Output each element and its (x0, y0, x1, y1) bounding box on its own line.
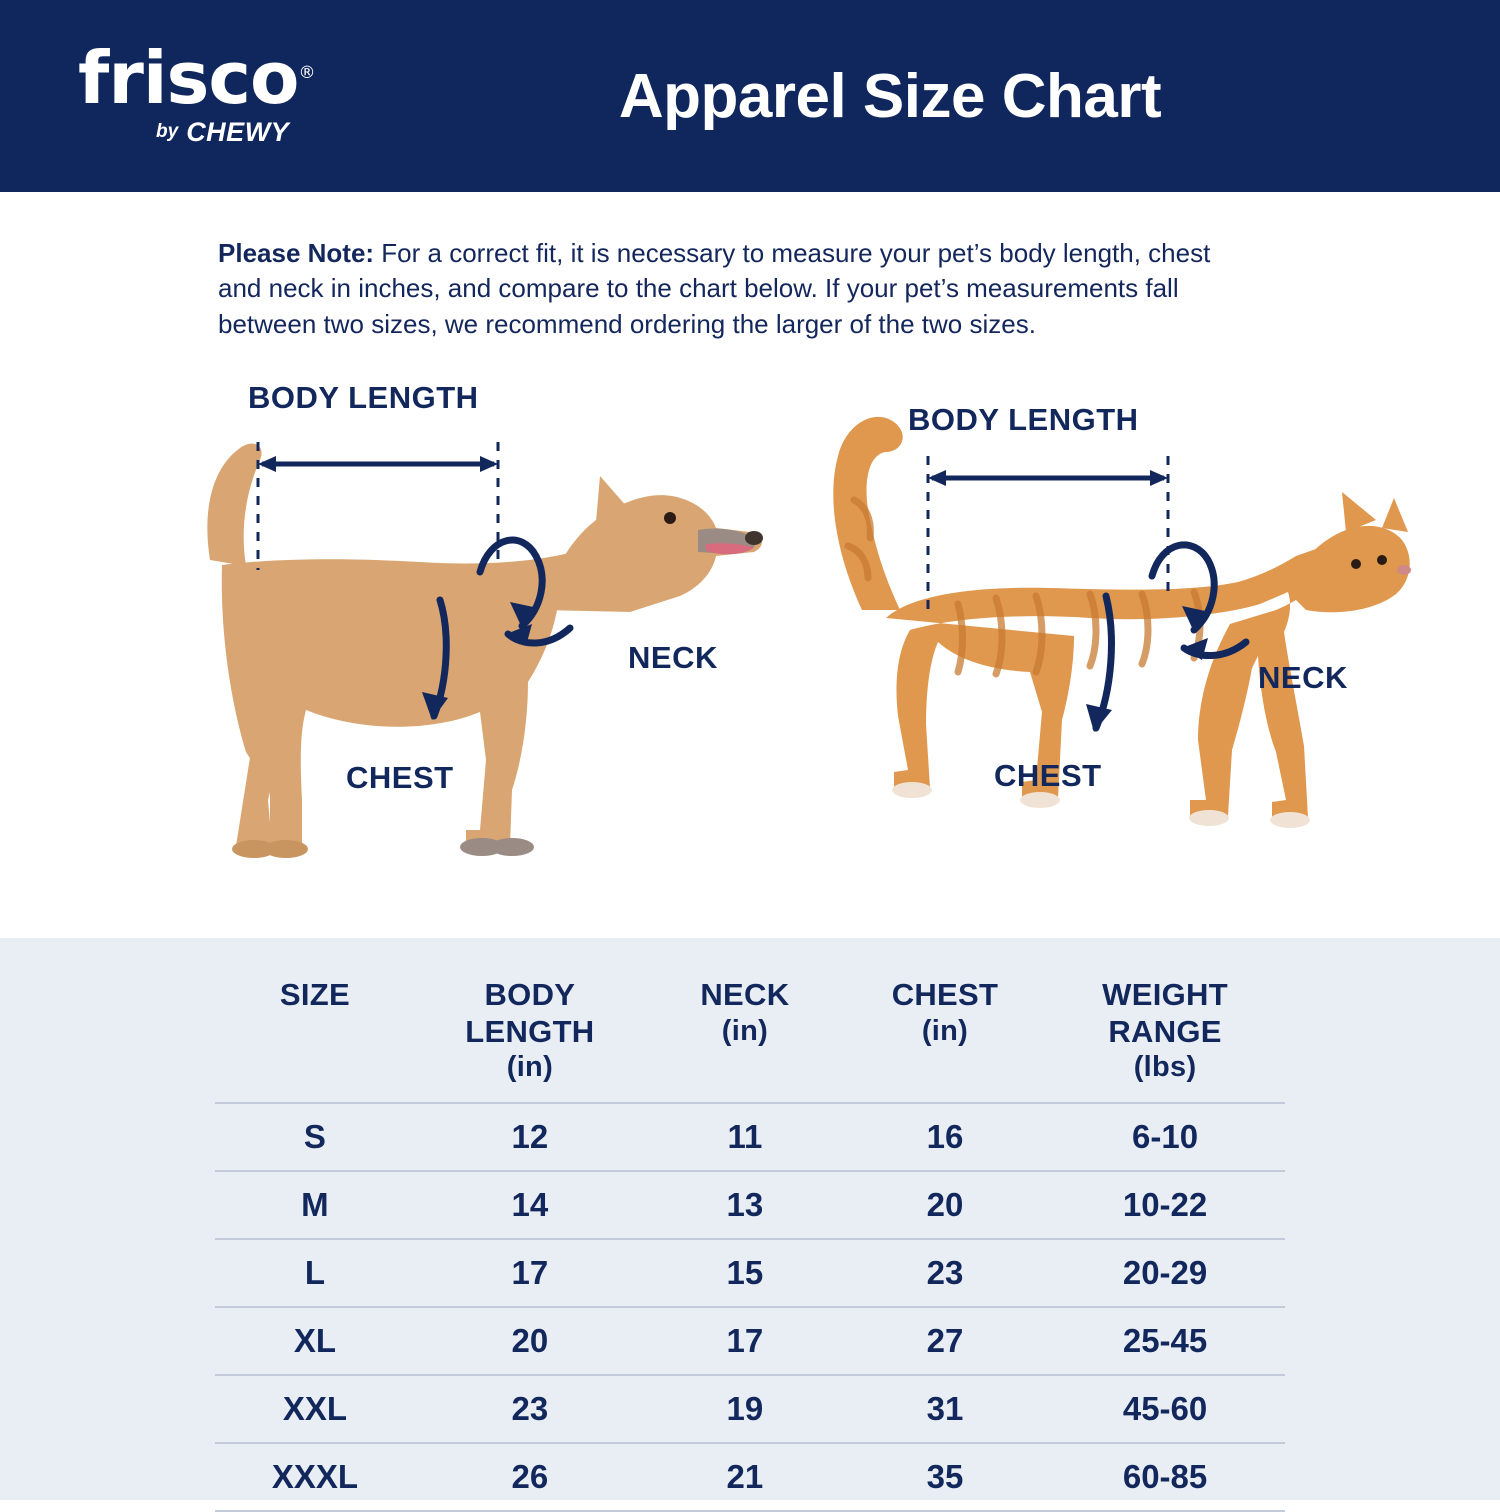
cell-size: XL (215, 1307, 415, 1375)
please-note-text (218, 236, 1248, 342)
cat-neck-label: NECK (1258, 660, 1348, 696)
table-row (215, 1443, 1285, 1511)
dog-neck-label: NECK (628, 640, 718, 676)
column-header-body-length-text: BODY LENGTH (465, 977, 595, 1049)
cell-chest: 20 (845, 1171, 1045, 1239)
cell-weight: 60-85 (1045, 1443, 1285, 1511)
cell-chest: 23 (845, 1239, 1045, 1307)
column-header-body-length (415, 976, 645, 1103)
cell-neck: 19 (645, 1375, 845, 1443)
size-chart-section (0, 938, 1500, 1500)
logo-subline (78, 117, 289, 148)
table-row (215, 1375, 1285, 1443)
column-header-size-text: SIZE (279, 977, 350, 1012)
logo-wordmark (78, 36, 315, 121)
cell-size: XXXL (215, 1443, 415, 1511)
logo-by-label: by (156, 121, 179, 143)
cell-weight: 20-29 (1045, 1239, 1285, 1307)
cell-body-length: 26 (415, 1443, 645, 1511)
cell-size: L (215, 1239, 415, 1307)
column-header-neck-unit: (in) (721, 1014, 769, 1047)
please-note-body: For a correct fit, it is necessary to measure your pet’s body length, chest and neck in inches, and compare to the chart below. If your pet’s measurements fall between two sizes, we recommend ordering the larger of the two sizes. (218, 238, 1211, 339)
cell-body-length: 14 (415, 1171, 645, 1239)
cell-chest: 35 (845, 1443, 1045, 1511)
cell-neck: 13 (645, 1171, 845, 1239)
page-title: Apparel Size Chart (618, 61, 1162, 131)
column-header-weight-range (1045, 976, 1285, 1103)
cat-illustration (790, 360, 1430, 905)
column-header-neck (645, 976, 845, 1103)
measurement-illustrations (0, 360, 1500, 905)
cell-size: XXL (215, 1375, 415, 1443)
table-row (215, 1307, 1285, 1375)
table-row (215, 1103, 1285, 1171)
table-header-row (215, 976, 1285, 1103)
table-head (215, 976, 1285, 1103)
cell-weight: 25-45 (1045, 1307, 1285, 1375)
table-row (215, 1171, 1285, 1239)
cell-chest: 16 (845, 1103, 1045, 1171)
table-body (215, 1103, 1285, 1511)
cell-chest: 27 (845, 1307, 1045, 1375)
logo-wordmark-text: frisco (78, 36, 299, 121)
dog-figure (150, 360, 770, 905)
cell-weight: 45-60 (1045, 1375, 1285, 1443)
column-header-chest-text: CHEST (891, 977, 999, 1012)
registered-trademark-icon: ® (298, 63, 315, 84)
column-header-body-length-unit: (in) (506, 1051, 554, 1084)
dog-illustration (150, 360, 770, 905)
cell-chest: 31 (845, 1375, 1045, 1443)
cell-weight: 6-10 (1045, 1103, 1285, 1171)
logo-chewy-label: CHEWY (186, 116, 290, 147)
column-header-weight-range-text: WEIGHT RANGE (1102, 977, 1228, 1049)
dog-body-length-label: BODY LENGTH (248, 380, 479, 416)
column-header-chest-unit: (in) (921, 1014, 969, 1047)
cell-body-length: 23 (415, 1375, 645, 1443)
brand-logo (0, 36, 430, 147)
column-header-size (215, 976, 415, 1103)
cat-body-length-label: BODY LENGTH (908, 402, 1139, 438)
cell-body-length: 20 (415, 1307, 645, 1375)
column-header-chest (845, 976, 1045, 1103)
size-chart-table (215, 976, 1285, 1512)
dog-chest-label: CHEST (346, 760, 454, 796)
cat-chest-label: CHEST (994, 758, 1102, 794)
table-row (215, 1239, 1285, 1307)
page-header (0, 0, 1500, 192)
cell-body-length: 12 (415, 1103, 645, 1171)
cell-neck: 17 (645, 1307, 845, 1375)
cell-neck: 11 (645, 1103, 845, 1171)
cat-figure (790, 360, 1430, 905)
column-header-weight-range-unit: (lbs) (1133, 1051, 1197, 1084)
cell-neck: 15 (645, 1239, 845, 1307)
cell-size: M (215, 1171, 415, 1239)
cell-size: S (215, 1103, 415, 1171)
please-note-label: Please Note: (218, 238, 375, 268)
cell-body-length: 17 (415, 1239, 645, 1307)
cell-neck: 21 (645, 1443, 845, 1511)
column-header-neck-text: NECK (700, 977, 790, 1012)
cell-weight: 10-22 (1045, 1171, 1285, 1239)
